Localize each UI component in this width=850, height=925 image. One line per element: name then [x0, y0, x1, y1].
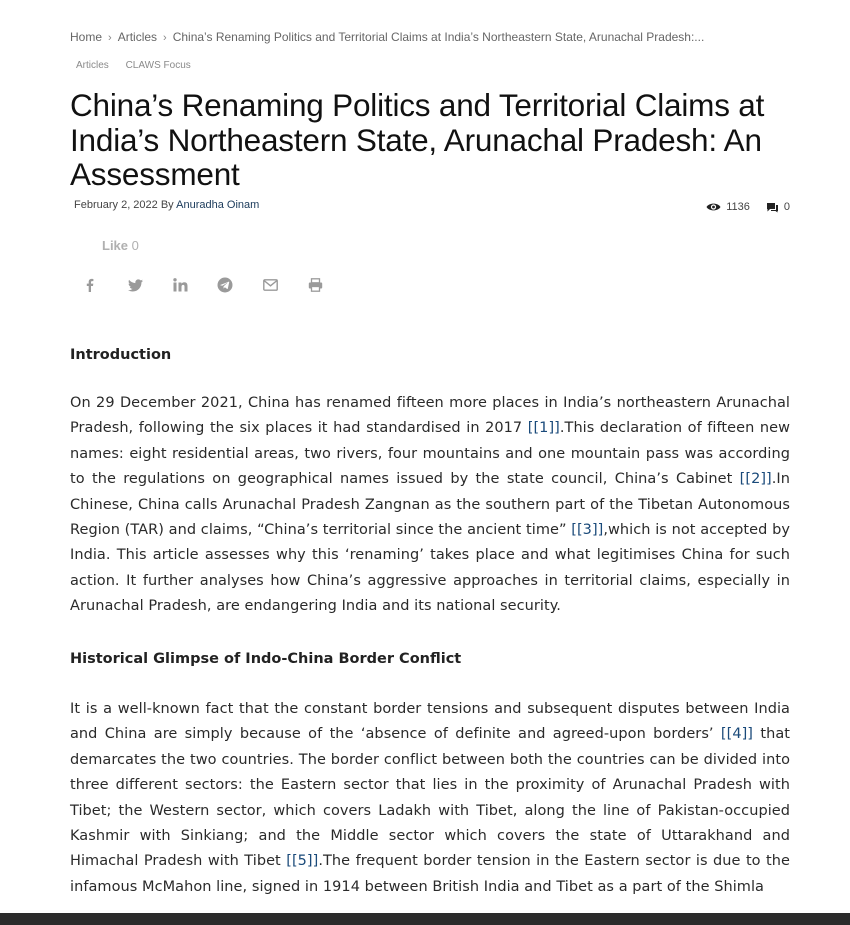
historical-paragraph — [70, 697, 790, 900]
intro-text-1: On 29 December 2021, China has renamed fifteen more places in India’s northeastern Arunachal Pradesh, following the six places it had standardised in 2017 — [70, 395, 790, 437]
breadcrumb-current: China’s Renaming Politics and Territorial Claims at India’s Northeastern State, Arunachal Pradesh:... — [172, 30, 705, 44]
breadcrumb-home-link[interactable]: Home — [70, 30, 103, 44]
like-button[interactable] — [102, 238, 139, 253]
telegram-icon[interactable] — [215, 276, 235, 294]
breadcrumb-articles-link[interactable]: Articles — [117, 30, 158, 44]
footnote-ref-3[interactable]: [[3]] — [571, 522, 604, 539]
print-icon[interactable] — [305, 276, 325, 294]
section-heading-historical-glimpse: Historical Glimpse of Indo-China Border Conflict — [70, 651, 462, 667]
views-count: 1136 — [726, 201, 750, 213]
breadcrumb — [70, 30, 770, 44]
intro-text-2: .This declaration of fifteen new names: eight residential areas, two rivers, four mountains and one mountain pass was according to the regulations on geographical names issued by the state council, China’s Cabinet — [70, 420, 790, 488]
article-title: China’s Renaming Politics and Territorial Claims at India’s Northeastern State, Arunachal Pradesh: An Assessment — [70, 87, 765, 192]
category-tags — [76, 60, 205, 71]
facebook-icon[interactable] — [80, 276, 100, 294]
intro-paragraph — [70, 391, 790, 620]
linkedin-icon[interactable] — [170, 276, 190, 294]
comments-link[interactable] — [766, 201, 790, 213]
publish-date: February 2, 2022 — [74, 199, 158, 211]
category-claws-focus-link[interactable]: CLAWS Focus — [125, 60, 191, 71]
category-articles-link[interactable]: Articles — [76, 60, 109, 71]
comment-icon — [766, 202, 779, 213]
share-bar — [80, 276, 350, 294]
intro-text-3: .In Chinese, China calls Arunachal Pradesh Zangnan as the southern part of the Tibetan Autonomous Region (TAR) and claims, “China’s territorial since the ancient time” — [70, 471, 790, 539]
hist-text-2: that demarcates the two countries. The border conflict between both the countries can be divided into three different sectors: the Eastern sector that lies in the proximity of Arunachal Pradesh with Tibet; the Western sector, which covers Ladakh with Tibet, along the line of Pakistan-occupied Kashmir with Sinkiang; and the Middle sector which covers the state of Uttarakhand and Himachal Pradesh with Tibet — [70, 726, 790, 870]
article-meta — [74, 199, 259, 211]
hist-text-1: It is a well-known fact that the constant border tensions and subsequent disputes between India and China are simply because of the ‘absence of definite and agreed-upon borders’ — [70, 701, 790, 743]
breadcrumb-separator-icon: › — [108, 32, 112, 44]
section-heading-introduction: Introduction — [70, 347, 172, 363]
comments-count: 0 — [783, 201, 790, 213]
footnote-ref-1[interactable]: [[1]] — [527, 420, 560, 437]
breadcrumb-separator-icon: › — [163, 32, 167, 44]
article-stats — [690, 201, 790, 213]
footnote-ref-4[interactable]: [[4]] — [720, 726, 754, 743]
bottom-bar — [0, 913, 850, 925]
email-icon[interactable] — [260, 276, 280, 294]
views-counter — [706, 201, 750, 213]
footnote-ref-2[interactable]: [[2]] — [739, 471, 772, 488]
by-label: By — [160, 199, 174, 211]
hist-text-3: .The frequent border tension in the Eastern sector is due to the infamous McMahon line, signed in 1914 between British India and Tibet as a part of the Shimla — [70, 853, 790, 895]
twitter-icon[interactable] — [125, 276, 145, 294]
footnote-ref-5[interactable]: [[5]] — [286, 853, 319, 870]
like-label: Like — [102, 238, 129, 253]
author-link[interactable]: Anuradha Oinam — [176, 199, 260, 211]
eye-icon — [706, 202, 721, 212]
intro-text-4: ,which is not accepted by India. This article assesses why this ‘renaming’ takes place and what legitimises China for such action. It further analyses how China’s aggressive approaches in territorial claims, especially in Arunachal Pradesh, are endangering India and its national security. — [70, 522, 790, 615]
like-count: 0 — [131, 238, 139, 253]
